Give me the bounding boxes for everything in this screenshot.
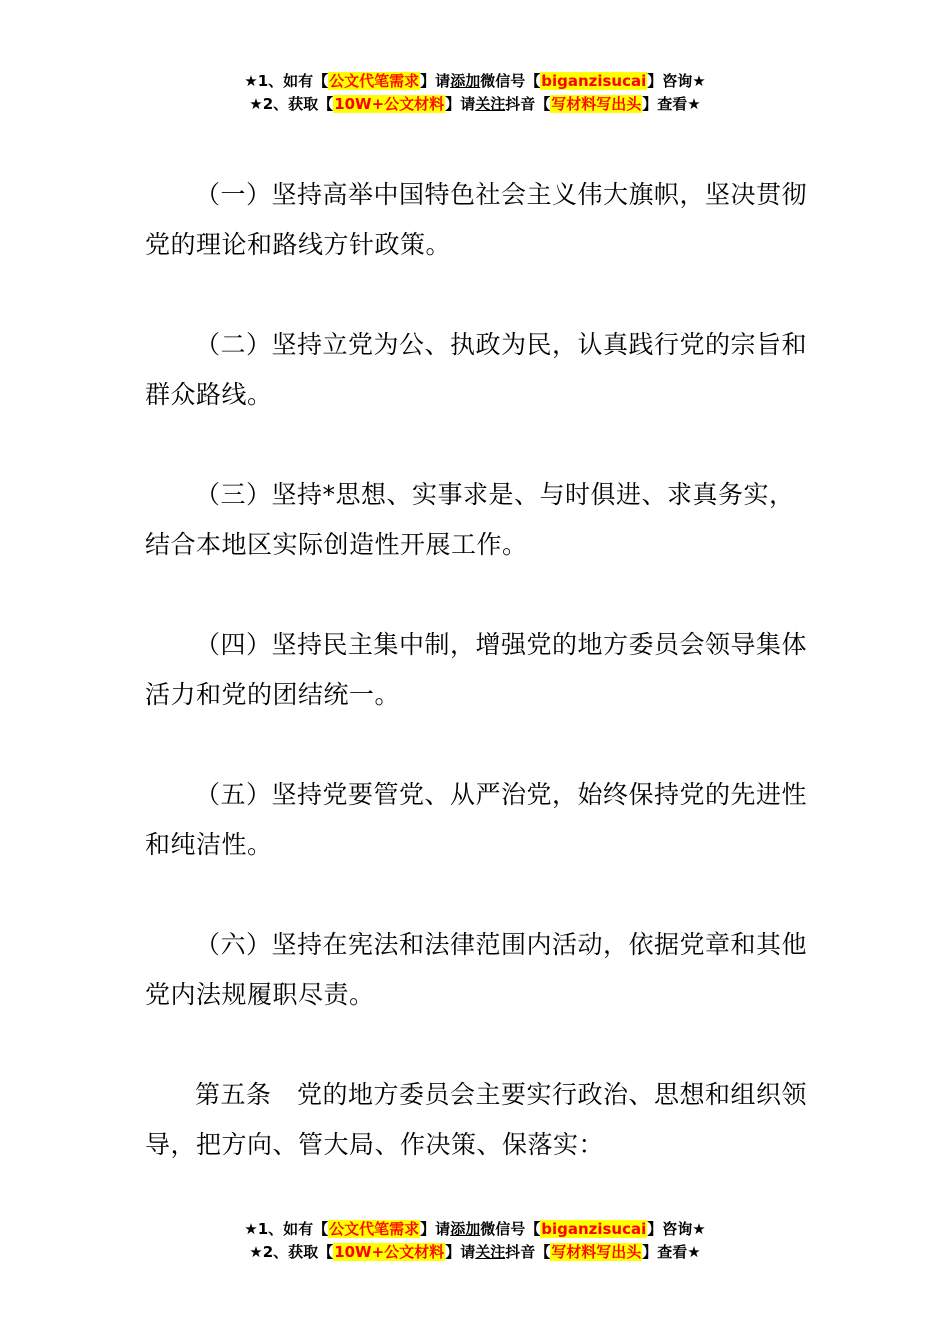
paragraph-item-2: （二）坚持立党为公、执政为民，认真践行党的宗旨和群众路线。: [145, 330, 808, 409]
banner-line-1: [0, 70, 950, 93]
banner-text: 】查看★: [642, 95, 701, 113]
banner-text: 微信号【: [480, 1220, 541, 1238]
banner-text: 】咨询★: [647, 1220, 706, 1238]
banner-text: 】请: [445, 95, 476, 113]
paragraph-item-1: （一）坚持高举中国特色社会主义伟大旗帜，坚决贯彻党的理论和路线方针政策。: [145, 180, 808, 259]
paragraph-item-6: （六）坚持在宪法和法律范围内活动，依据党章和其他党内法规履职尽责。: [145, 930, 808, 1009]
document-body: [145, 170, 810, 1170]
banner-text: 抖音【: [505, 95, 551, 113]
banner-text: 】查看★: [642, 1243, 701, 1261]
banner-text: ★1、如有【: [244, 1220, 329, 1238]
paragraph-item-3: （三）坚持*思想、实事求是、与时俱进、求真务实，结合本地区实际创造性开展工作。: [145, 480, 795, 559]
banner-underlined-text: 关注: [475, 1243, 506, 1261]
paragraph-item-5: （五）坚持党要管党、从严治党，始终保持党的先进性和纯洁性。: [145, 780, 808, 859]
banner-highlight-wechat-id: biganzisucai: [541, 1220, 647, 1238]
banner-highlight-wechat-id: biganzisucai: [541, 72, 647, 90]
banner-underlined-text: 添加: [450, 1220, 481, 1238]
banner-text: 抖音【: [505, 1243, 551, 1261]
banner-text: ★1、如有【: [244, 72, 329, 90]
footer-banner: [0, 1218, 950, 1264]
banner-text: 】咨询★: [647, 72, 706, 90]
banner-text: 】请: [420, 72, 451, 90]
banner-highlight-materials: 10W+公文材料: [334, 1243, 445, 1261]
banner-text: ★2、获取【: [249, 95, 334, 113]
paragraph-item-4: （四）坚持民主集中制，增强党的地方委员会领导集体活力和党的团结统一。: [145, 630, 808, 709]
banner-highlight-douyin-account: 写材料写出头: [551, 95, 642, 113]
banner-text: 微信号【: [480, 72, 541, 90]
banner-highlight-douyin-account: 写材料写出头: [551, 1243, 642, 1261]
banner-highlight-service: 公文代笔需求: [329, 1220, 420, 1238]
banner-text: 】请: [445, 1243, 476, 1261]
banner-highlight-materials: 10W+公文材料: [334, 95, 445, 113]
banner-underlined-text: 关注: [475, 95, 506, 113]
banner-line-2: [0, 1241, 950, 1264]
banner-line-2: [0, 93, 950, 116]
header-banner: [0, 70, 950, 116]
banner-underlined-text: 添加: [450, 72, 481, 90]
paragraph-article-5: 第五条 党的地方委员会主要实行政治、思想和组织领导，把方向、管大局、作决策、保落实：: [145, 1080, 808, 1159]
banner-line-1: [0, 1218, 950, 1241]
banner-text: ★2、获取【: [249, 1243, 334, 1261]
banner-highlight-service: 公文代笔需求: [329, 72, 420, 90]
banner-text: 】请: [420, 1220, 451, 1238]
